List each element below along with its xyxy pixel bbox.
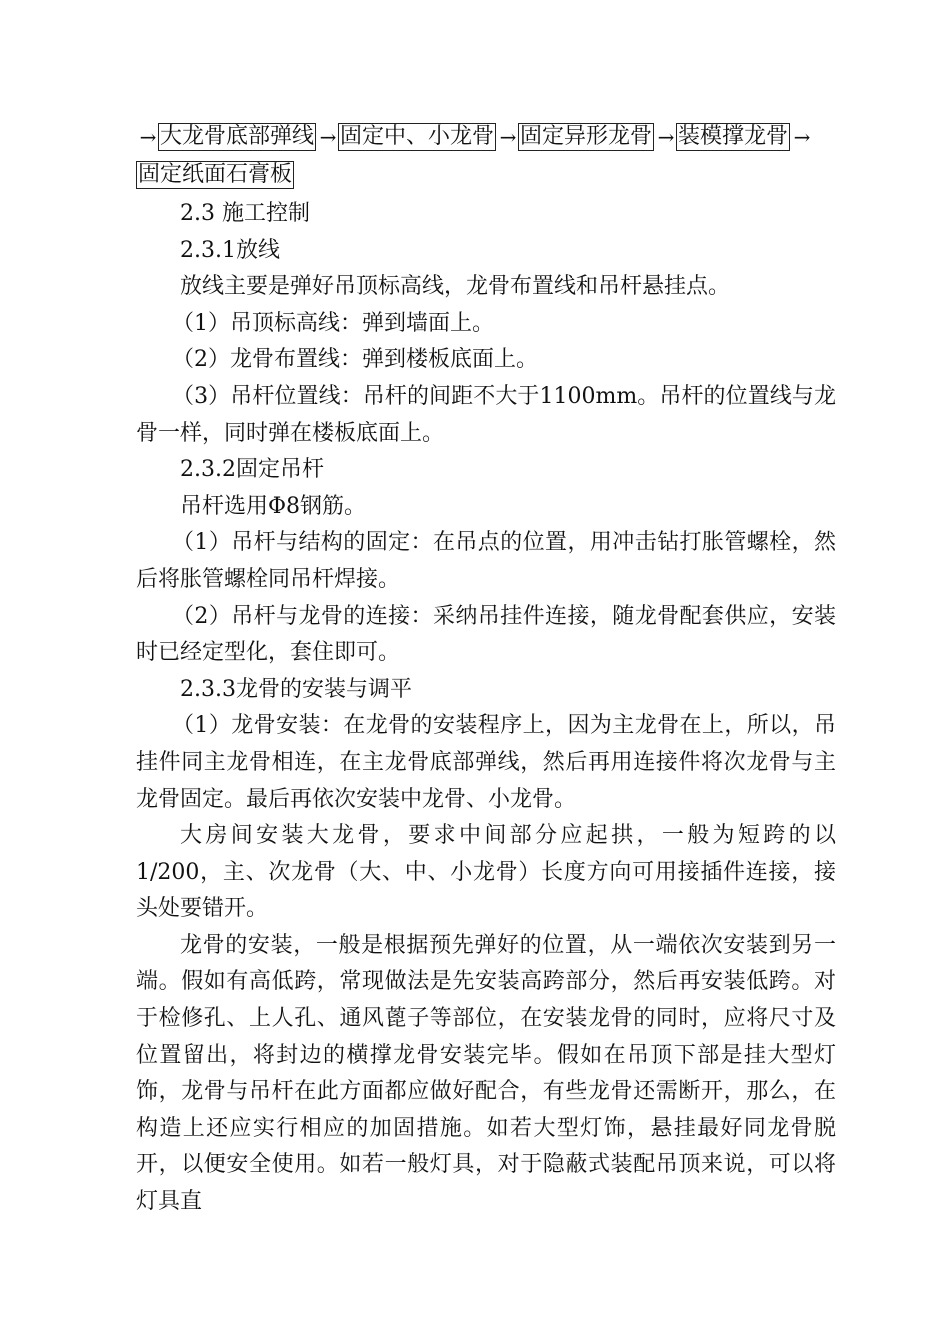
list-item: （2）龙骨布置线：弹到楼板底面上。 — [172, 347, 538, 373]
paragraph: 大房间安装大龙骨，要求中间部分应起拱，一般为短跨的以1/200，主、次龙骨（大、中、小龙骨）长度方向可用接插件连接，接头处要错开。 — [136, 823, 836, 922]
arrow-right-icon: → — [657, 125, 673, 149]
paragraph: 放线主要是弹好吊顶标高线，龙骨布置线和吊杆悬挂点。 — [180, 274, 731, 300]
arrow-right-icon: → — [793, 125, 809, 149]
paragraph: 龙骨的安装，一般是根据预先弹好的位置，从一端依次安装到另一端。假如有高低跨，常现做法是先安装高跨部分，然后再安装低跨。对于检修孔、上人孔、通风蓖子等部位，在安装龙骨的同时，应将尺寸及位置留出，将封边的横撑龙骨安装完毕。假如在吊顶下部是挂大型灯饰，龙骨与吊杆在此方面都应做好配合，有些龙骨还需断开，那么，在构造上还应实行相应的加固措施。如若大型灯饰，悬挂最好同龙骨脱开，以便安全使用。如若一般灯具，对于隐蔽式装配吊顶来说，可以将灯具直 — [136, 932, 836, 1215]
arrow-right-icon: → — [319, 125, 335, 149]
subsection-heading: 2.3.2固定吊杆 — [180, 457, 324, 483]
list-item: （2）吊杆与龙骨的连接：采纳吊挂件连接，随龙骨配套供应，安装时已经定型化，套住即可。 — [136, 603, 836, 666]
paragraph: 吊杆选用Φ8钢筋。 — [180, 493, 367, 519]
flow-step-1: 大龙骨底部弹线 — [160, 124, 315, 149]
flow-step-5: 固定纸面石膏板 — [138, 162, 293, 187]
process-flow-line-1 — [136, 122, 812, 152]
list-item: （3）吊杆位置线：吊杆的间距不大于1100mm。吊杆的位置线与龙骨一样，同时弹在楼板底面上。 — [136, 383, 836, 446]
list-item: （1）吊顶标高线：弹到墙面上。 — [172, 310, 494, 336]
arrow-right-icon: → — [499, 125, 515, 149]
subsection-heading: 2.3.3龙骨的安装与调平 — [180, 676, 412, 702]
arrow-right-icon: → — [139, 125, 155, 149]
flow-step-4: 装模撑龙骨 — [678, 124, 789, 149]
document-body — [136, 196, 836, 1221]
flow-step-3: 固定异形龙骨 — [520, 124, 653, 149]
list-item: （1）吊杆与结构的固定：在吊点的位置，用冲击钻打胀管螺栓，然后将胀管螺栓同吊杆焊接。 — [136, 530, 836, 592]
section-heading: 2.3 施工控制 — [180, 201, 310, 226]
list-item: （1）龙骨安装：在龙骨的安装程序上，因为主龙骨在上，所以，吊挂件同主龙骨相连，在主龙骨底部弹线，然后再用连接件将次龙骨与主龙骨固定。最后再依次安装中龙骨、小龙骨。 — [136, 713, 836, 812]
flow-step-2: 固定中、小龙骨 — [340, 124, 495, 149]
process-flow-line-2 — [136, 160, 294, 190]
subsection-heading: 2.3.1放线 — [180, 237, 280, 263]
